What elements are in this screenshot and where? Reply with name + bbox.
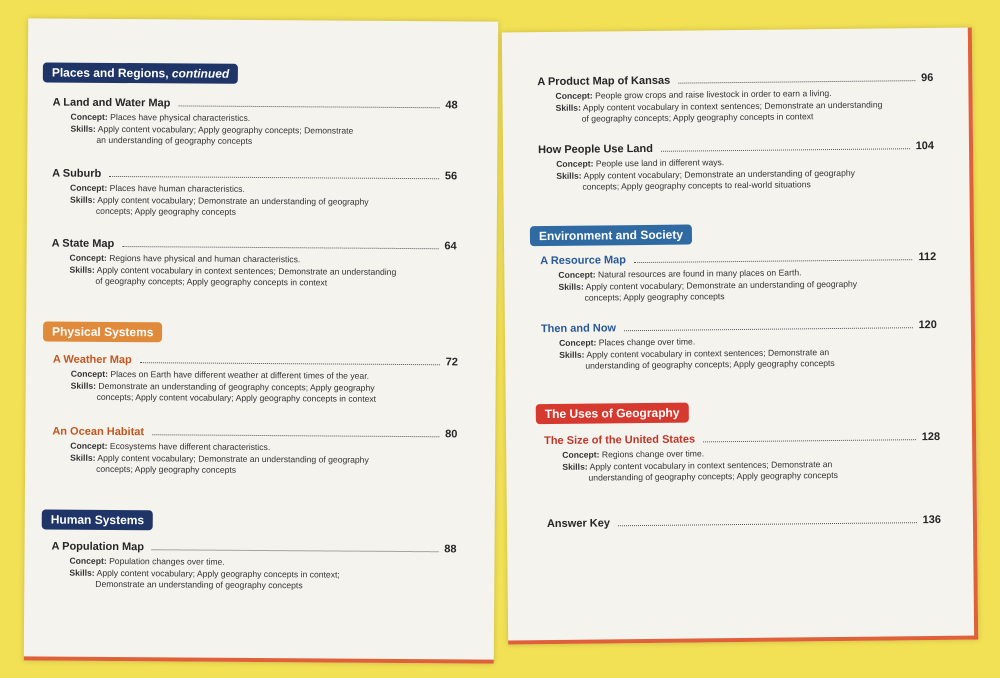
skills-text: Apply content vocabulary; Demonstrate an understanding of geography xyxy=(97,452,369,465)
section-title: Human Systems xyxy=(50,512,145,528)
entry-title[interactable]: A Land and Water Map xyxy=(52,96,171,110)
concept-text: Places on Earth have different weather at different times of the year. xyxy=(110,368,370,381)
concept-label: Concept: xyxy=(558,269,596,280)
skills-text: Apply content vocabulary in context sentences; Demonstrate an xyxy=(586,346,830,360)
skills-label: Skills: xyxy=(559,349,585,360)
page-number: 112 xyxy=(918,250,937,264)
concept-label: Concept: xyxy=(69,555,107,566)
concept-label: Concept: xyxy=(555,90,593,101)
skills-text-cont: of geography concepts; Apply geography concepts in context xyxy=(581,111,814,124)
right-page xyxy=(502,28,978,645)
concept-label: Concept: xyxy=(556,158,594,169)
skills-text: Apply content vocabulary; Apply geography concepts in context; xyxy=(96,567,340,580)
leader-dots xyxy=(152,434,439,437)
skills-text-cont: concepts; Apply geography concepts xyxy=(96,463,237,475)
page-number: 136 xyxy=(922,513,941,527)
leader-dots xyxy=(678,80,915,83)
section-title: Environment and Society xyxy=(538,227,684,244)
skills-label: Skills: xyxy=(562,461,588,472)
entry-title[interactable]: A State Map xyxy=(51,237,115,250)
toc-entry-ocean-habitat xyxy=(52,426,457,478)
skills-label: Skills: xyxy=(555,102,581,113)
concept-text: Ecosystems have different characteristics. xyxy=(109,440,271,453)
leader-dots xyxy=(152,549,438,552)
section-banner-environment-and-society xyxy=(530,224,692,246)
leader-dots xyxy=(178,105,439,108)
section-title-continued: continued xyxy=(171,66,230,81)
skills-text-cont: of geography concepts; Apply geography concepts in context xyxy=(95,275,328,288)
toc-entry-then-and-now xyxy=(541,319,937,373)
skills-text-cont: concepts; Apply geography concepts xyxy=(584,291,725,303)
concept-text: Places have physical characteristics. xyxy=(110,111,251,123)
page-number: 96 xyxy=(920,71,934,85)
leader-dots xyxy=(661,148,910,152)
skills-label: Skills: xyxy=(70,452,96,463)
skills-label: Skills: xyxy=(69,264,95,275)
section-banner-uses-of-geography xyxy=(536,403,689,425)
concept-label: Concept: xyxy=(70,182,108,193)
page-number: 80 xyxy=(445,428,458,441)
entry-title[interactable]: An Ocean Habitat xyxy=(52,425,145,439)
concept-label: Concept: xyxy=(70,368,109,379)
concept-text: Regions have physical and human characteristics. xyxy=(109,252,301,265)
left-page xyxy=(24,18,498,663)
entry-title[interactable]: Then and Now xyxy=(540,322,617,336)
entry-title[interactable]: A Weather Map xyxy=(52,353,132,367)
toc-entry-weather-map xyxy=(53,354,458,406)
concept-label: Concept: xyxy=(559,337,597,348)
skills-label: Skills: xyxy=(70,123,96,134)
skills-text: Apply content vocabulary in context sentences; Demonstrate an understanding xyxy=(96,264,397,277)
page-number: 64 xyxy=(444,240,457,253)
skills-text: Apply content vocabulary in context sentences; Demonstrate an understanding xyxy=(582,98,883,113)
toc-entry-answer-key xyxy=(547,514,941,530)
page-number: 88 xyxy=(444,543,457,556)
page-number: 104 xyxy=(915,139,935,153)
page-number: 120 xyxy=(918,318,937,332)
concept-text: Regions change over time. xyxy=(601,448,705,460)
section-banner-physical-systems xyxy=(43,321,163,342)
concept-text: People use land in different ways. xyxy=(595,157,725,169)
concept-text: Population changes over time. xyxy=(109,555,225,567)
skills-text-cont: understanding of geography concepts; Apply geography concepts xyxy=(585,358,835,371)
skills-label: Skills: xyxy=(69,567,95,578)
skills-label: Skills: xyxy=(558,281,584,292)
leader-dots xyxy=(703,439,916,442)
entry-title[interactable]: A Resource Map xyxy=(540,254,627,268)
toc-entry-state-map xyxy=(51,238,456,290)
toc-entry-suburb xyxy=(52,168,457,220)
section-title: Places and Regions, xyxy=(51,65,172,81)
entry-title[interactable]: Answer Key xyxy=(546,517,611,531)
toc-entry-population-map xyxy=(51,541,456,593)
page-number: 72 xyxy=(445,356,458,369)
page-number: 48 xyxy=(445,99,458,112)
skills-text: Apply content vocabulary; Demonstrate an understanding of geography xyxy=(585,278,858,292)
leader-dots xyxy=(122,246,438,249)
skills-text: Apply content vocabulary; Demonstrate an understanding of geography xyxy=(583,167,855,181)
skills-text-cont: concepts; Apply geography concepts xyxy=(95,205,236,217)
leader-dots xyxy=(634,259,912,263)
entry-title[interactable]: How People Use Land xyxy=(537,142,654,157)
skills-label: Skills: xyxy=(69,194,96,205)
skills-label: Skills: xyxy=(556,170,582,181)
concept-label: Concept: xyxy=(70,111,108,122)
section-title: Physical Systems xyxy=(52,324,154,340)
leader-dots xyxy=(109,176,439,179)
section-banner-human-systems xyxy=(42,509,154,530)
toc-entry-product-map-of-kansas xyxy=(537,72,933,126)
leader-dots xyxy=(618,522,917,526)
concept-text: Places change over time. xyxy=(598,336,696,348)
skills-text-cont: concepts; Apply content vocabulary; Apply geography concepts in context xyxy=(96,391,377,404)
leader-dots xyxy=(140,362,440,365)
section-title: The Uses of Geography xyxy=(544,405,680,422)
leader-dots xyxy=(624,327,912,331)
skills-text: Apply content vocabulary; Apply geography concepts; Demonstrate xyxy=(97,123,354,136)
skills-label: Skills: xyxy=(70,380,97,391)
skills-text: Demonstrate an understanding of geography concepts; Apply geography xyxy=(98,380,375,393)
skills-text-cont: concepts; Apply geography concepts to real-world situations xyxy=(582,179,811,192)
toc-entry-resource-map xyxy=(540,251,936,305)
entry-title[interactable]: A Suburb xyxy=(52,167,102,180)
concept-text: Natural resources are found in many places on Earth. xyxy=(597,267,802,280)
page-number: 56 xyxy=(444,170,458,183)
entry-title[interactable]: The Size of the United States xyxy=(544,433,696,448)
concept-text: Places have human characteristics. xyxy=(109,182,245,194)
toc-entry-how-people-use-land xyxy=(538,140,934,194)
skills-text-cont: an understanding of geography concepts xyxy=(96,134,253,146)
section-banner-places-and-regions xyxy=(43,62,239,83)
skills-text: Apply content vocabulary; Demonstrate an understanding of geography xyxy=(97,194,369,207)
toc-entry-land-and-water-map xyxy=(52,97,457,149)
page-number: 128 xyxy=(921,430,941,444)
concept-label: Concept: xyxy=(562,449,600,460)
toc-entry-size-of-united-states xyxy=(544,431,940,485)
skills-text-cont: Demonstrate an understanding of geography concepts xyxy=(95,578,303,591)
entry-title[interactable]: A Product Map of Kansas xyxy=(537,74,671,89)
concept-label: Concept: xyxy=(69,252,107,263)
concept-label: Concept: xyxy=(70,440,108,451)
skills-text: Apply content vocabulary in context sentences; Demonstrate an xyxy=(589,458,833,472)
entry-title[interactable]: A Population Map xyxy=(51,540,145,554)
skills-text-cont: understanding of geography concepts; Apply geography concepts xyxy=(588,469,838,483)
concept-text: People grow crops and raise livestock in order to earn a living. xyxy=(595,88,832,101)
